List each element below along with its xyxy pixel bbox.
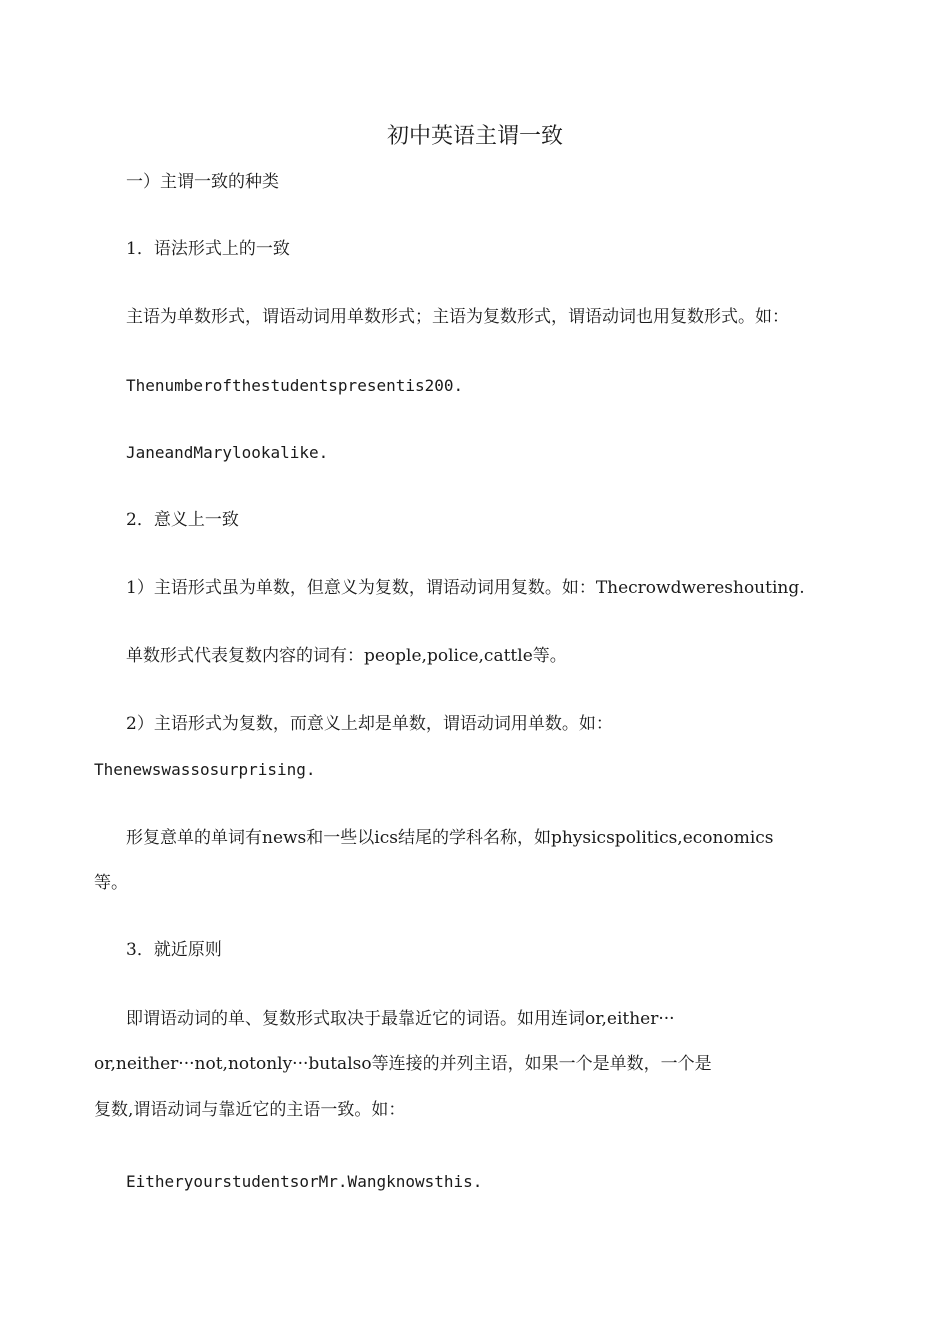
- item-2-sub-2-example: Thenewswassosurprising.: [94, 760, 316, 779]
- item-2-sub-2-note-line-1: 形复意单的单词有news和一些以ics结尾的学科名称，如physicspolitics,economics: [126, 828, 774, 848]
- item-1-text: 主语为单数形式，谓语动词用单数形式；主语为复数形式，谓语动词也用复数形式。如：: [126, 307, 789, 327]
- item-3-heading: 3．就近原则: [126, 940, 222, 960]
- item-2-sub-1-note: 单数形式代表复数内容的词有：people,police,cattle等。: [126, 646, 567, 666]
- item-1-example-1: Thenumberofthestudentspresentis200.: [126, 376, 464, 395]
- section-heading: 一）主谓一致的种类: [126, 172, 279, 192]
- item-2-heading: 2．意义上一致: [126, 510, 239, 530]
- item-3-text-line-3: 复数,谓语动词与靠近它的主语一致。如：: [94, 1100, 406, 1120]
- document-title: 初中英语主谓一致: [386, 124, 563, 149]
- item-3-example: EitheryourstudentsorMr.Wangknowsthis.: [126, 1172, 483, 1191]
- item-3-text-line-2: or,neither···not,notonly···butalso等连接的并列主语，如果一个是单数，一个是: [94, 1054, 712, 1074]
- item-1-heading: 1．语法形式上的一致: [126, 239, 290, 259]
- item-2-sub-2-note-line-2: 等。: [94, 873, 128, 893]
- item-2-sub-1-text: 1）主语形式虽为单数，但意义为复数，谓语动词用复数。如：Thecrowdwereshouting.: [126, 578, 805, 598]
- item-3-text-line-1: 即谓语动词的单、复数形式取决于最靠近它的词语。如用连词or,either···: [126, 1009, 675, 1029]
- item-1-example-2: JaneandMarylookalike.: [126, 443, 329, 462]
- item-2-sub-2-text: 2）主语形式为复数，而意义上却是单数，谓语动词用单数。如：: [126, 714, 613, 734]
